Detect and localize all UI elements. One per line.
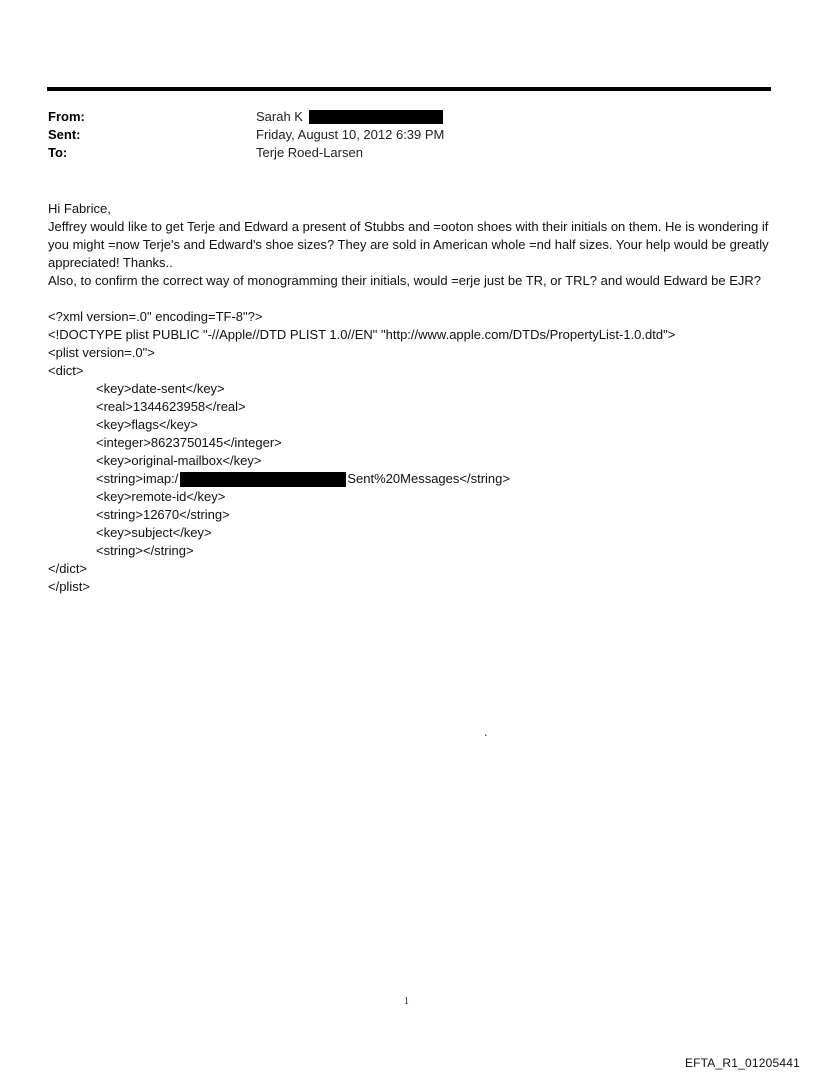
xml-key-remote-id: <key>remote-id</key> [96, 489, 226, 504]
xml-key-subject: <key>subject</key> [96, 525, 212, 540]
to-label: To: [48, 145, 68, 160]
body-paragraph-2: Also, to confirm the correct way of monogramming their initials, would =erje just be TR, or TRL? and would Edward be EJR? [48, 273, 762, 288]
xml-string-imap [48, 470, 772, 488]
xml-string-remote-id: <string>12670</string> [96, 507, 230, 522]
redaction-sender-email [309, 110, 443, 124]
sent-row [48, 126, 444, 144]
xml-key-flags: <key>flags</key> [96, 417, 198, 432]
from-row [48, 108, 444, 126]
xml-plist-open: <plist version=.0"> [48, 345, 155, 360]
xml-key-original-mailbox: <key>original-mailbox</key> [96, 453, 262, 468]
email-header [48, 108, 444, 162]
from-value: Sarah K [256, 109, 303, 124]
xml-string-subject: <string></string> [96, 543, 194, 558]
xml-plist-close: </plist> [48, 579, 90, 594]
xml-doctype: <!DOCTYPE plist PUBLIC "-//Apple//DTD PLIST 1.0//EN" "http://www.apple.com/DTDs/PropertyList-1.0.dtd"> [48, 327, 676, 342]
xml-dict-close: </dict> [48, 561, 88, 576]
xml-imap-suffix: Sent%20Messages</string> [347, 471, 510, 486]
xml-integer-value: <integer>8623750145</integer> [96, 435, 282, 450]
xml-key-date-sent: <key>date-sent</key> [96, 381, 225, 396]
bates-number: EFTA_R1_01205441 [684, 1056, 800, 1070]
header-divider [47, 87, 771, 91]
to-value: Terje Roed-Larsen [256, 145, 363, 160]
stray-mark: . [484, 724, 488, 739]
page-number: 1 [404, 996, 409, 1007]
redaction-imap-path [180, 472, 346, 487]
sent-label: Sent: [48, 127, 81, 142]
sent-value: Friday, August 10, 2012 6:39 PM [256, 127, 445, 142]
xml-declaration: <?xml version=.0" encoding=TF-8"?> [48, 309, 263, 324]
xml-imap-prefix: <string>imap:/ [96, 471, 179, 486]
blank-line [48, 290, 772, 308]
email-body [48, 200, 772, 596]
from-label: From: [48, 109, 85, 124]
xml-dict-open: <dict> [48, 363, 84, 378]
xml-real-value: <real>1344623958</real> [96, 399, 246, 414]
to-row [48, 144, 444, 162]
greeting: Hi Fabrice, [48, 201, 111, 216]
body-paragraph-1: Jeffrey would like to get Terje and Edward a present of Stubbs and =ooton shoes with their initials on them. He is wondering if you might =now Terje's and Edward's shoe sizes? They are sold in American whole =nd half sizes. Your help would be greatly appreciated! Thanks.. [48, 219, 769, 270]
